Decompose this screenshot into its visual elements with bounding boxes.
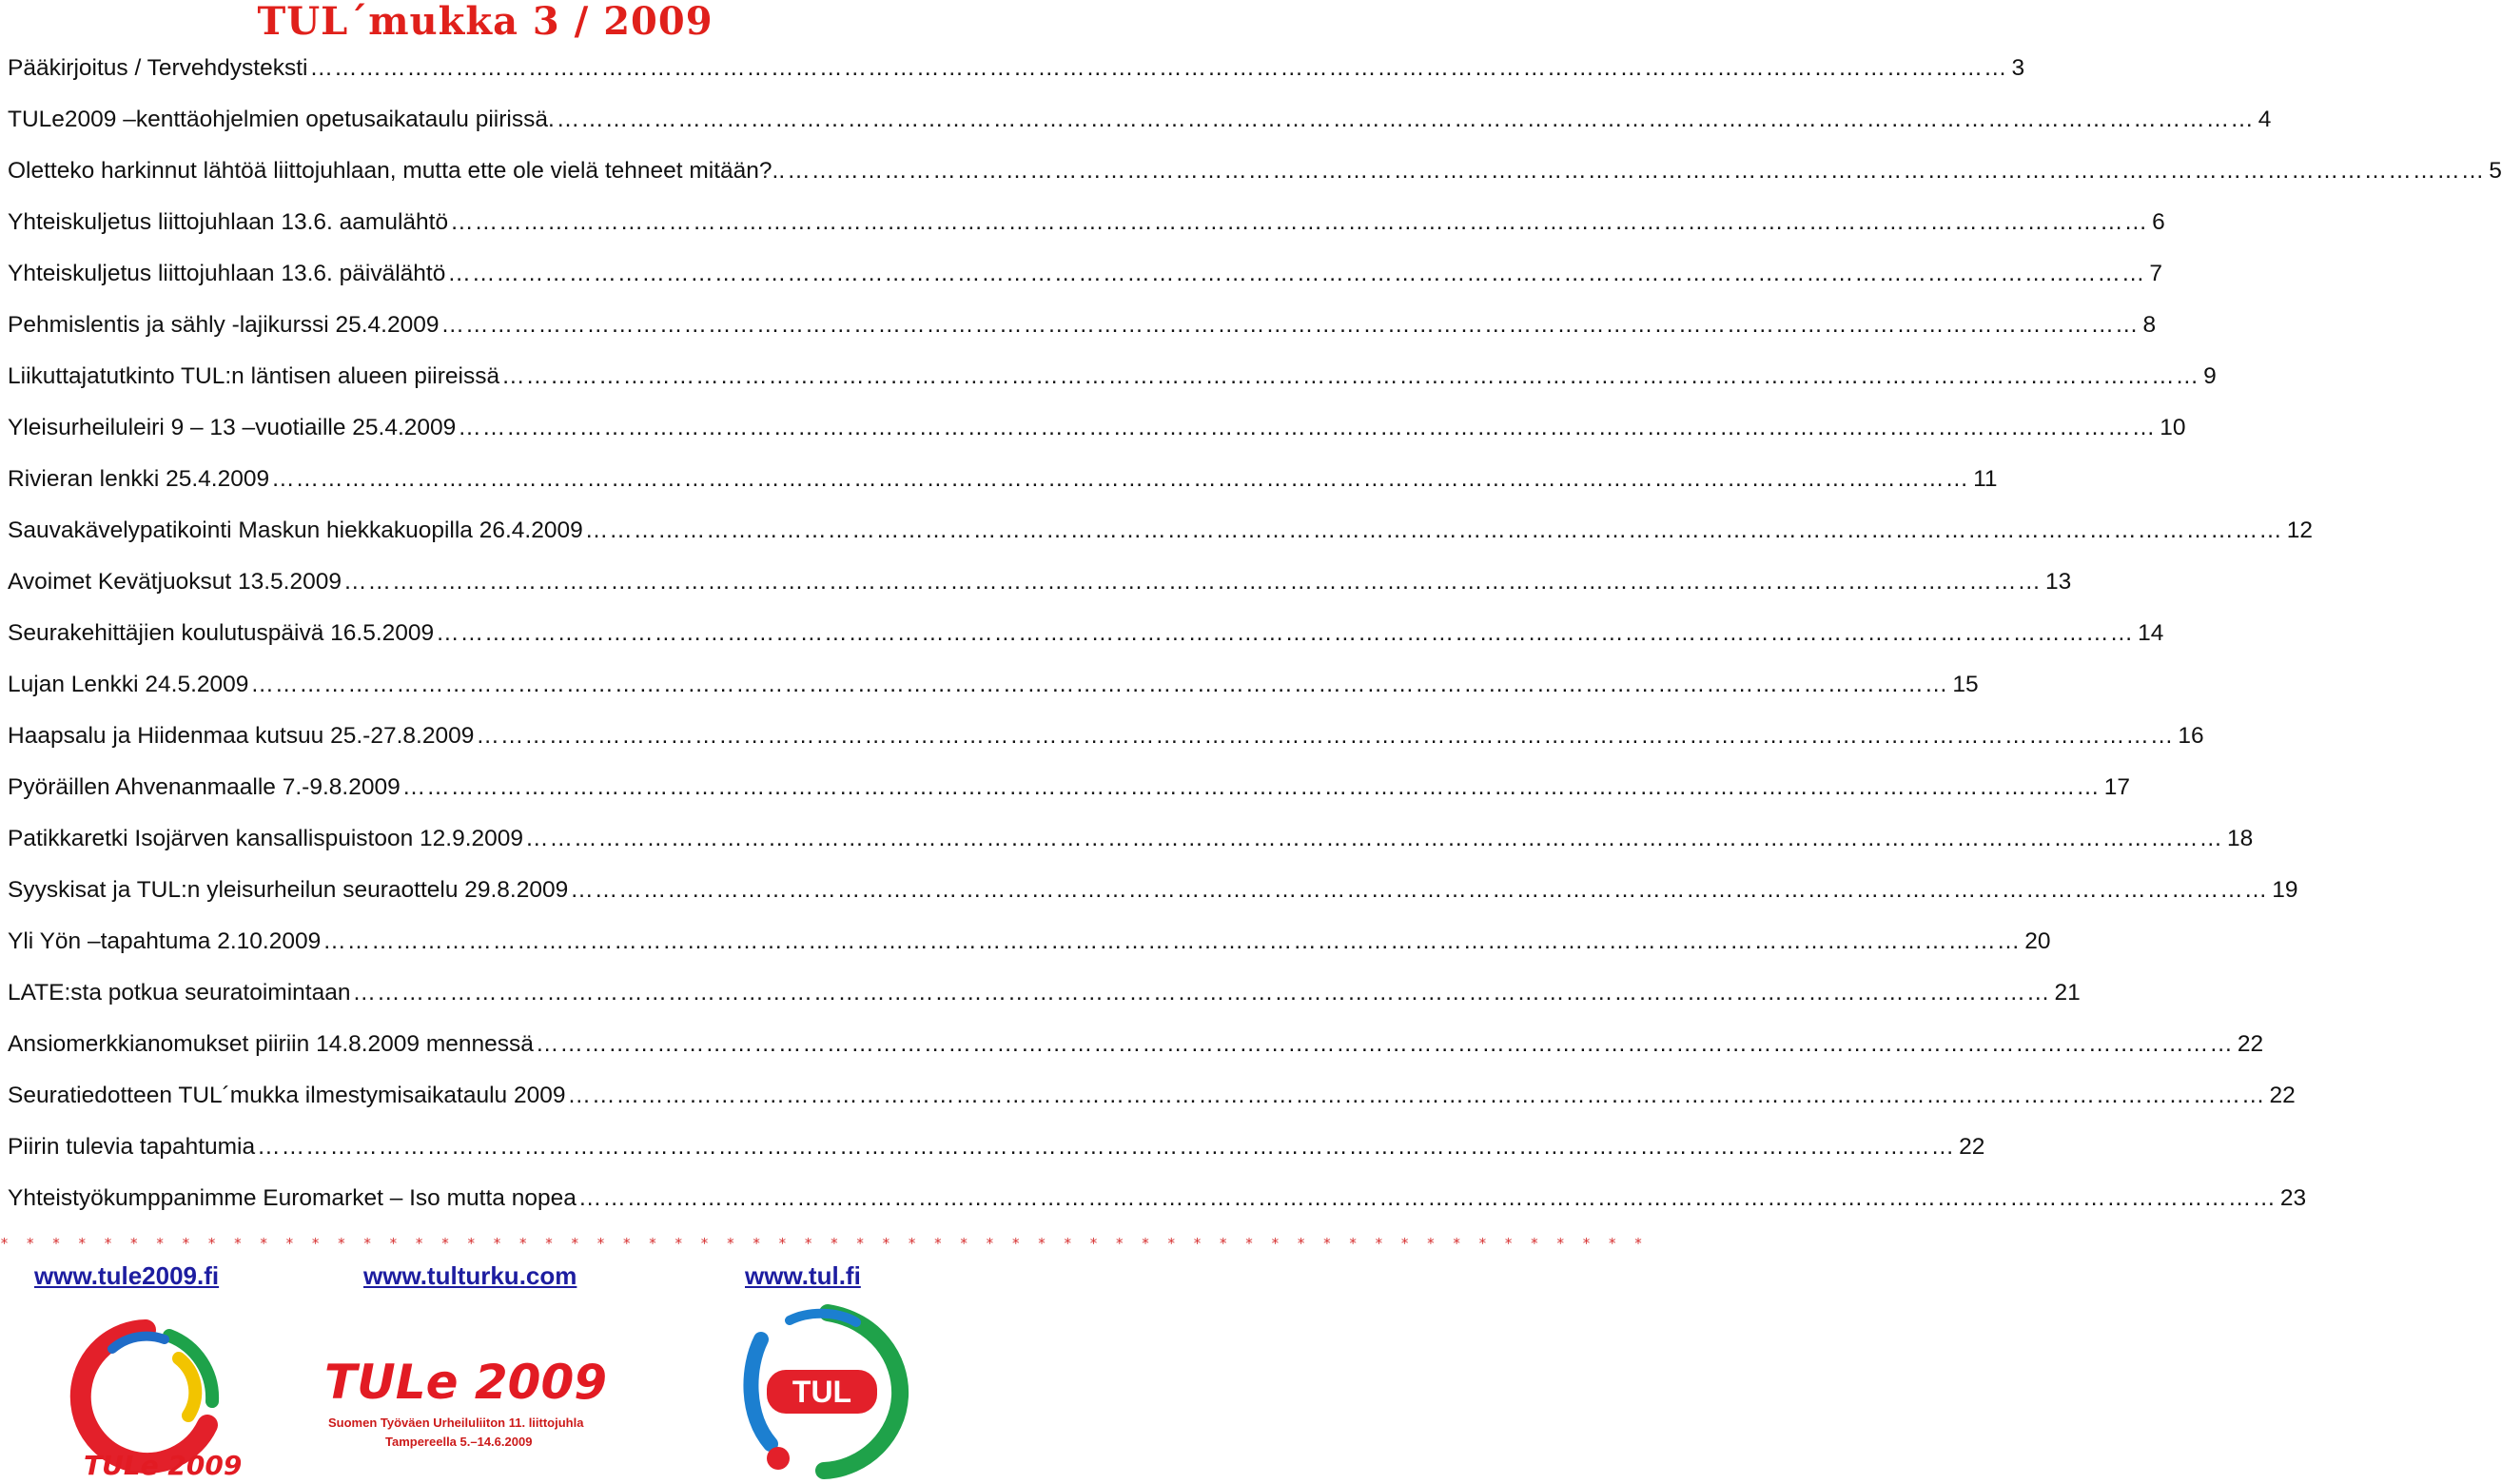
toc-leader [271, 466, 1969, 493]
toc-entry-text: Ansiomerkkianomukset piiriin 14.8.2009 mennessä [8, 1031, 534, 1057]
toc-leader [309, 55, 2007, 82]
toc-entry-page: 17 [2103, 774, 2130, 800]
toc-entry-page: 4 [2258, 107, 2272, 132]
toc-entry-text: Pyöräillen Ahvenanmaalle 7.-9.8.2009 [8, 774, 401, 800]
page-title: TUL´mukka 3 / 2009 [257, 0, 713, 44]
toc-entry-page: 22 [1959, 1134, 1985, 1160]
toc-leader [402, 774, 2101, 801]
toc-entry-text: Avoimet Kevätjuoksut 13.5.2009 [8, 569, 342, 595]
toc-entry-text: Rivieran lenkki 25.4.2009 [8, 466, 270, 492]
toc-entry-text: Patikkaretki Isojärven kansallispuistoon 12.9.2009 [8, 826, 524, 851]
toc-leader [787, 158, 2485, 185]
toc-entry-page: 12 [2286, 517, 2313, 543]
toc-entry [8, 363, 2217, 396]
toc-entry-text: Seurakehittäjien koulutuspäivä 16.5.2009 [8, 620, 435, 646]
toc-entry-text: LATE:sta potkua seuratoimintaan [8, 980, 351, 1006]
separator-line: * * * * * * * * * * * * * * * * * * * * * * * * * * * * * * * * * * * * * * * * * * * * * * * * * * * * * * * * * * * * * * * * [0, 1235, 1648, 1252]
tul-logo [733, 1301, 911, 1480]
toc-entry [8, 672, 1979, 704]
link-tulturku[interactable]: www.tulturku.com [363, 1261, 577, 1290]
toc-entry [8, 466, 1998, 498]
toc-entry-page: 13 [2044, 569, 2072, 595]
toc-entry-page: 18 [2227, 826, 2254, 851]
tul-logo-text: TUL [792, 1375, 852, 1409]
toc-entry [8, 1185, 2307, 1218]
link-tule2009[interactable]: www.tule2009.fi [34, 1261, 220, 1290]
toc-leader [525, 826, 2223, 852]
toc-entry-text: Oletteko harkinnut lähtöä liittojuhlaan, mutta ette ole vielä tehneet mitään?.. [8, 158, 786, 184]
toc-entry [8, 158, 2502, 190]
tul-blue-top [790, 1314, 856, 1322]
toc-leader [570, 877, 2268, 904]
toc-entry-text: Piirin tulevia tapahtumia [8, 1134, 256, 1160]
toc-entry-page: 5 [2489, 158, 2502, 184]
toc-entry-text: Lujan Lenkki 24.5.2009 [8, 672, 249, 697]
toc-entry [8, 877, 2298, 909]
toc-entry-page: 6 [2152, 209, 2165, 235]
logo-blue-arc [112, 1337, 165, 1349]
toc-leader [447, 261, 2145, 287]
toc-leader [501, 363, 2199, 390]
toc-entry-page: 20 [2024, 928, 2051, 954]
logo-yellow-arc [179, 1358, 195, 1416]
toc-entry-page: 15 [1952, 672, 1979, 697]
toc-leader [352, 980, 2050, 1006]
toc-entry-text: Pehmislentis ja sähly -lajikurssi 25.4.2009 [8, 312, 440, 338]
toc-entry [8, 1083, 2296, 1115]
toc-entry-page: 19 [2272, 877, 2298, 903]
toc-entry-page: 22 [2269, 1083, 2296, 1108]
toc-entry-page: 8 [2142, 312, 2157, 338]
wordmark-title: TULe 2009 [324, 1355, 608, 1410]
toc-entry-text: Syyskisat ja TUL:n yleisurheilun seuraottelu 29.8.2009 [8, 877, 569, 903]
toc-entry [8, 312, 2157, 344]
toc-entry [8, 209, 2165, 242]
toc-leader [476, 723, 2174, 750]
toc-entry [8, 980, 2081, 1012]
toc-entry-page: 10 [2160, 415, 2186, 440]
toc-entry [8, 1134, 1985, 1166]
wordmark-line2: Tampereella 5.–14.6.2009 [385, 1435, 533, 1449]
toc-entry [8, 928, 2051, 961]
toc-entry [8, 261, 2162, 293]
tule2009-logo [55, 1311, 243, 1482]
toc-entry-text: Yhteiskuljetus liittojuhlaan 13.6. päivälähtö [8, 261, 446, 286]
link-tul[interactable]: www.tul.fi [745, 1261, 861, 1290]
toc-entry-page: 11 [1973, 466, 1998, 492]
toc-entry [8, 415, 2186, 447]
tul-red-dot [767, 1447, 790, 1470]
toc-leader [250, 672, 1948, 698]
toc-entry [8, 620, 2164, 653]
toc-entry [8, 774, 2130, 807]
toc-entry [8, 517, 2313, 550]
toc-entry-text: TULe2009 –kenttäohjelmien opetusaikataulu piirissä. [8, 107, 555, 132]
toc-leader [440, 312, 2139, 339]
toc-leader [557, 107, 2255, 133]
toc-entry-text: Yhteiskuljetus liittojuhlaan 13.6. aamulähtö [8, 209, 449, 235]
toc-entry-page: 9 [2203, 363, 2217, 389]
toc-entry [8, 1031, 2264, 1064]
toc-entry [8, 107, 2272, 139]
toc-entry [8, 569, 2072, 601]
toc-entry-text: Pääkirjoitus / Tervehdysteksti [8, 55, 308, 81]
toc-leader [343, 569, 2042, 596]
toc-leader [585, 517, 2283, 544]
toc-leader [578, 1185, 2277, 1212]
toc-entry-page: 21 [2054, 980, 2081, 1006]
toc-entry-page: 23 [2279, 1185, 2307, 1211]
wordmark-line1: Suomen Työväen Urheiluliiton 11. liittojuhla [328, 1416, 584, 1430]
toc-entry-page: 7 [2149, 261, 2162, 286]
toc-entry-text: Yleisurheiluleiri 9 – 13 –vuotiaille 25.4.2009 [8, 415, 457, 440]
toc-leader [458, 415, 2156, 441]
tule2009-wordmark [319, 1349, 642, 1454]
toc-entry-page: 3 [2011, 55, 2025, 81]
toc-entry-text: Haapsalu ja Hiidenmaa kutsuu 25.-27.8.2009 [8, 723, 475, 749]
toc-entry-page: 16 [2178, 723, 2204, 749]
toc-leader [323, 928, 2021, 955]
toc-entry-text: Sauvakävelypatikointi Maskun hiekkakuopilla 26.4.2009 [8, 517, 583, 543]
toc-entry [8, 826, 2254, 858]
toc-entry [8, 55, 2025, 88]
toc-leader [436, 620, 2134, 647]
toc-entry [8, 723, 2204, 755]
toc-leader [257, 1134, 1955, 1161]
toc-entry-text: Yli Yön –tapahtuma 2.10.2009 [8, 928, 322, 954]
logo-left-text: TULe 2009 [84, 1450, 243, 1481]
toc-leader [567, 1083, 2265, 1109]
toc-entry-page: 22 [2237, 1031, 2264, 1057]
links-row [0, 1261, 913, 1299]
toc-leader [450, 209, 2148, 236]
toc-entry-text: Liikuttajatutkinto TUL:n läntisen alueen piireissä [8, 363, 500, 389]
toc-entry-text: Yhteistyökumppanimme Euromarket – Iso mutta nopea [8, 1185, 577, 1211]
toc-leader [536, 1031, 2234, 1058]
toc-entry-text: Seuratiedotteen TUL´mukka ilmestymisaikataulu 2009 [8, 1083, 566, 1108]
toc-entry-page: 14 [2138, 620, 2164, 646]
